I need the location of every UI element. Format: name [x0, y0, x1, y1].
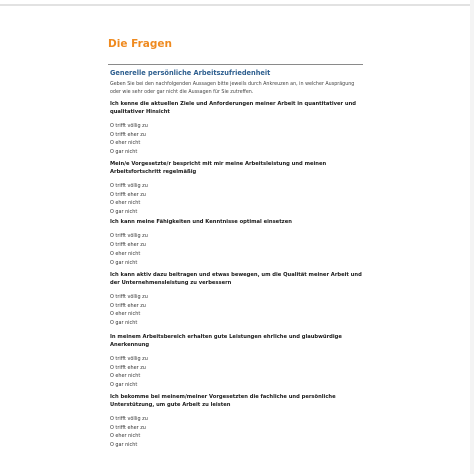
question-text: Ich kann aktiv dazu beitragen und etwas bewegen, um die Qualität meiner Arbeit und der Unternehmensleistung zu verbessern [110, 272, 362, 286]
answer-option[interactable]: O eher nicht [110, 200, 141, 207]
question-block [110, 101, 365, 157]
answer-options [110, 355, 365, 391]
answer-option[interactable]: O trifft eher zu [110, 191, 146, 198]
answer-option[interactable]: O trifft eher zu [110, 424, 146, 431]
question-block [110, 394, 365, 450]
answer-options [110, 122, 365, 158]
answer-option[interactable]: O trifft völlig zu [110, 122, 148, 129]
answer-option[interactable]: O eher nicht [110, 250, 141, 257]
answer-option[interactable]: O eher nicht [110, 140, 141, 147]
answer-option[interactable]: O trifft völlig zu [110, 355, 148, 362]
question-text: Ich bekomme bei meinem/meiner Vorgesetzten die fachliche und persönliche Unterstützung, um gute Arbeit zu leisten [110, 394, 336, 408]
answer-option[interactable]: O eher nicht [110, 311, 141, 318]
answer-option[interactable]: O trifft völlig zu [110, 182, 148, 189]
section-title: Generelle persönliche Arbeitszufriedenheit [110, 69, 271, 77]
question-text: Mein/e Vorgesetzte/r bespricht mit mir meine Arbeitsleistung und meinen Arbeitsfortschritt regelmäßig [110, 161, 327, 175]
page-side-edge [470, 0, 474, 474]
answer-option[interactable]: O gar nicht [110, 382, 138, 389]
answer-option[interactable]: O gar nicht [110, 442, 138, 449]
question-block [110, 161, 365, 217]
answer-option[interactable]: O gar nicht [110, 259, 138, 266]
answer-option[interactable]: O trifft völlig zu [110, 293, 148, 300]
answer-options [110, 182, 365, 218]
answer-option[interactable]: O trifft eher zu [110, 241, 146, 248]
question-text: Ich kann meine Fähigkeiten und Kenntnisse optimal einsetzen [110, 219, 292, 225]
answer-option[interactable]: O eher nicht [110, 373, 141, 380]
section-divider [108, 64, 363, 65]
answer-option[interactable]: O trifft eher zu [110, 302, 146, 309]
question-text: Ich kenne die aktuellen Ziele und Anforderungen meiner Arbeit in quantitativer und qualitativer Hinsicht [110, 101, 357, 115]
question-block [110, 334, 365, 390]
answer-option[interactable]: O gar nicht [110, 209, 138, 216]
answer-options [110, 415, 365, 451]
page-top-border [0, 4, 474, 6]
page-title: Die Fragen [108, 38, 172, 50]
answer-options [110, 232, 365, 268]
question-text: In meinem Arbeitsbereich erhalten gute Leistungen ehrliche und glaubwürdige Anerkennung [110, 334, 342, 348]
answer-option[interactable]: O trifft eher zu [110, 364, 146, 371]
answer-option[interactable]: O trifft völlig zu [110, 415, 148, 422]
answer-option[interactable]: O gar nicht [110, 149, 138, 156]
answer-option[interactable]: O gar nicht [110, 320, 138, 327]
answer-option[interactable]: O trifft eher zu [110, 131, 146, 138]
answer-option[interactable]: O eher nicht [110, 433, 141, 440]
answer-option[interactable]: O trifft völlig zu [110, 232, 148, 239]
question-block [110, 219, 365, 267]
answer-options [110, 293, 365, 329]
intro-text: Geben Sie bei den nachfolgenden Aussagen bitte jeweils durch Ankreuzen an, in welcher Ausprägung oder wie sehr oder gar nicht die Aussagen für Sie zutreffen. [110, 82, 355, 95]
question-block [110, 272, 365, 328]
